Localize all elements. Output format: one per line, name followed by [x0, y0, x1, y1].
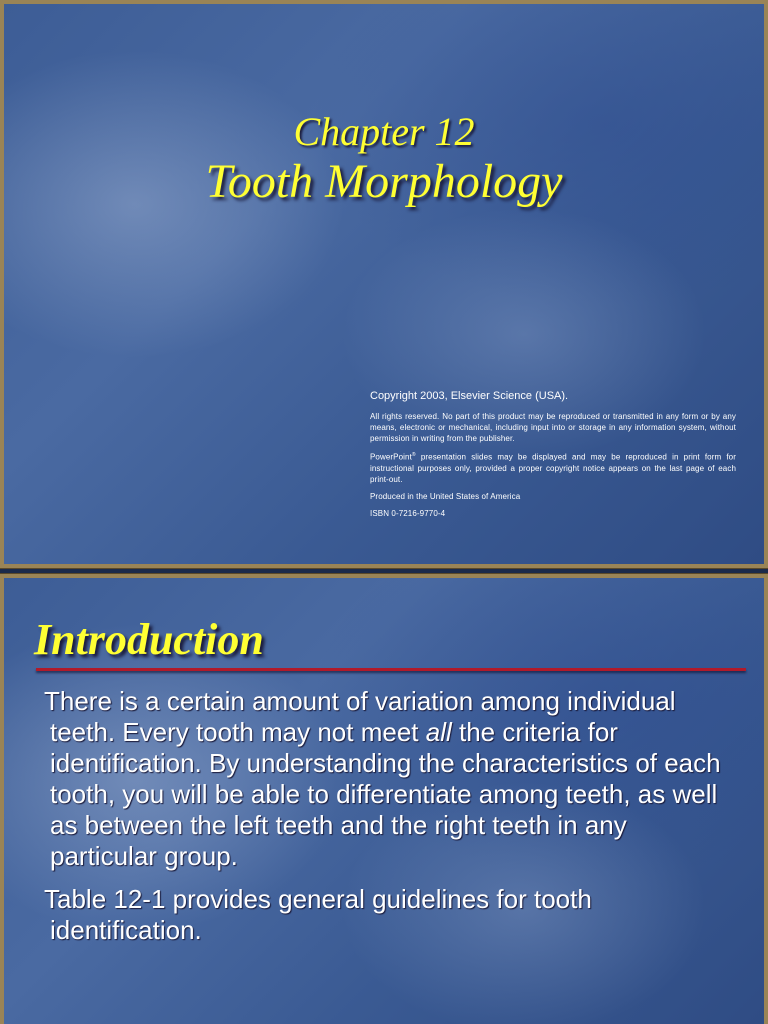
introduction-slide	[0, 574, 768, 1024]
para1-after: the criteria for identification. By understanding the characteristics of each tooth, you will be able to differentiate among teeth, as well as between the left teeth and the right teeth in any particular group.	[50, 717, 721, 871]
intro-paragraph-2: Table 12-1 provides general guidelines for tooth identification.	[44, 884, 592, 945]
copyright-heading: Copyright 2003, Elsevier Science (USA).	[370, 390, 569, 402]
powerpoint-notice	[370, 450, 736, 485]
intro-paragraph-1	[38, 686, 738, 872]
rights-text: All rights reserved. No part of this product may be reproduced or transmitted in any form or by any means, electronic or mechanical, including input into or storage in any information system, without permission in writing from the publisher.	[370, 412, 736, 443]
isbn-text: ISBN 0-7216-9770-4	[370, 508, 446, 518]
chapter-title: Tooth Morphology	[205, 155, 563, 208]
produced-text: Produced in the United States of America	[370, 491, 521, 501]
registered-mark: ®	[411, 452, 416, 458]
title-divider	[36, 668, 746, 671]
para1-before: There is a certain amount of variation among individual teeth. Every tooth may not meet	[44, 686, 676, 747]
para1-emphasis: all	[425, 717, 452, 747]
chapter-number: Chapter 12	[293, 109, 475, 154]
slide-title: Introduction	[34, 615, 264, 664]
powerpoint-word: PowerPoint	[370, 452, 412, 462]
slide-body	[38, 686, 738, 958]
powerpoint-text: presentation slides may be displayed and may be reproduced in print form for instructional purposes only, provided a proper copyright notice appears on the last page of each print-out.	[370, 452, 736, 484]
copyright-block	[370, 390, 736, 525]
